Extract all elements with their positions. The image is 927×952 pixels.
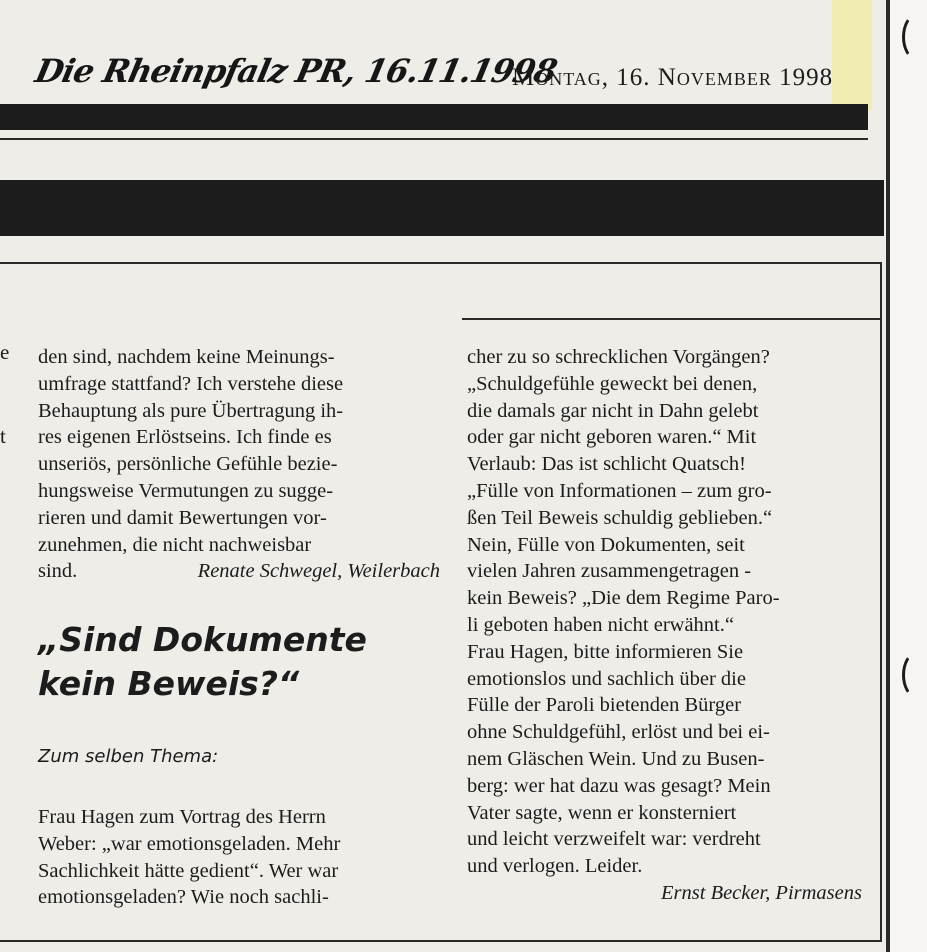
binder-hole-mark xyxy=(902,652,927,698)
text-line: emotionslos und sachlich über die xyxy=(467,667,746,690)
text-line: „Schuldgefühle geweckt bei denen, xyxy=(467,372,758,395)
text-line: „Fülle von Informationen – zum gro- xyxy=(467,479,772,502)
text-line: emotionsgeladen? Wie noch sachli- xyxy=(38,886,329,909)
edge-fragment: t xyxy=(0,424,6,448)
header-bar-wide xyxy=(0,180,884,236)
text-line: hungsweise Vermutungen zu sugge- xyxy=(38,479,334,502)
left-column xyxy=(38,344,448,585)
text-line: li geboten haben nicht erwähnt.“ xyxy=(467,613,734,636)
dateline: Montag, 16. November 1998 xyxy=(512,64,834,91)
clipping-edge xyxy=(886,0,890,952)
header-rule xyxy=(0,138,868,140)
signature: Renate Schwegel, Weilerbach xyxy=(197,560,440,583)
header-bar-top xyxy=(0,104,868,130)
text-line: kein Beweis? „Die dem Regime Paro- xyxy=(467,587,780,610)
text-line xyxy=(38,558,448,585)
text-line: Vater sagte, wenn er konsterniert xyxy=(467,801,737,824)
text-line: umfrage stattfand? Ich verstehe diese xyxy=(38,372,344,395)
text-line: vielen Jahren zusammengetragen - xyxy=(467,560,752,583)
last-line: sind. xyxy=(38,560,78,583)
text-line: unseriös, persönliche Gefühle bezie- xyxy=(38,453,338,476)
text-line: Frau Hagen zum Vortrag des Herrn xyxy=(38,806,326,828)
text-line: Nein, Fülle von Dokumenten, seit xyxy=(467,533,745,556)
letter-body-left xyxy=(38,804,448,911)
text-line: ohne Schuldgefühl, erlöst und bei ei- xyxy=(467,721,770,744)
text-line: und leicht verzweifelt war: verdreht xyxy=(467,828,761,851)
section-bottom-rule xyxy=(0,940,882,942)
right-column xyxy=(467,344,872,907)
handwritten-source-note: Die Rheinpfalz PR, 16.11.1998 xyxy=(31,52,560,90)
letter-headline xyxy=(38,618,458,706)
text-line: Sachlichkeit hätte gedient“. Wer war xyxy=(38,859,339,882)
text-line: zunehmen, die nicht nachweisbar xyxy=(38,533,312,556)
signature-line xyxy=(467,880,872,907)
text-line: ßen Teil Beweis schuldig geblieben.“ xyxy=(467,506,773,529)
binder-hole-mark xyxy=(902,14,927,60)
text-line: den sind, nachdem keine Meinungs- xyxy=(38,346,335,368)
letter-box-top-rule xyxy=(462,318,882,320)
text-line: Weber: „war emotionsgeladen. Mehr xyxy=(38,832,341,855)
headline-line: „Sind Dokumente xyxy=(38,620,367,659)
signature: Ernst Becker, Pirmasens xyxy=(661,881,862,904)
highlight-stripe xyxy=(832,0,872,110)
text-line: oder gar nicht geboren waren.“ Mit xyxy=(467,426,757,449)
section-top-rule xyxy=(0,262,880,264)
text-line: und verlogen. Leider. xyxy=(467,855,643,878)
edge-fragment: e xyxy=(0,340,10,364)
headline-line: kein Beweis?“ xyxy=(38,664,300,703)
text-line: Behauptung als pure Übertragung ih- xyxy=(38,399,344,422)
section-right-rule xyxy=(880,262,882,942)
text-line: Verlaub: Das ist schlicht Quatsch! xyxy=(467,453,746,476)
text-line: Fülle der Paroli bietenden Bürger xyxy=(467,694,742,717)
text-line: berg: wer hat dazu was gesagt? Mein xyxy=(467,774,771,797)
text-line: cher zu so schrecklichen Vorgängen? xyxy=(467,346,770,368)
text-line: Frau Hagen, bitte informieren Sie xyxy=(467,640,744,663)
letter-subhead: Zum selben Thema: xyxy=(38,746,219,767)
text-line: res eigenen Erlöstseins. Ich finde es xyxy=(38,426,332,449)
text-line: rieren und damit Bewertungen vor- xyxy=(38,506,327,529)
text-line: die damals gar nicht in Dahn gelebt xyxy=(467,399,759,422)
text-line: nem Gläschen Wein. Und zu Busen- xyxy=(467,747,765,770)
